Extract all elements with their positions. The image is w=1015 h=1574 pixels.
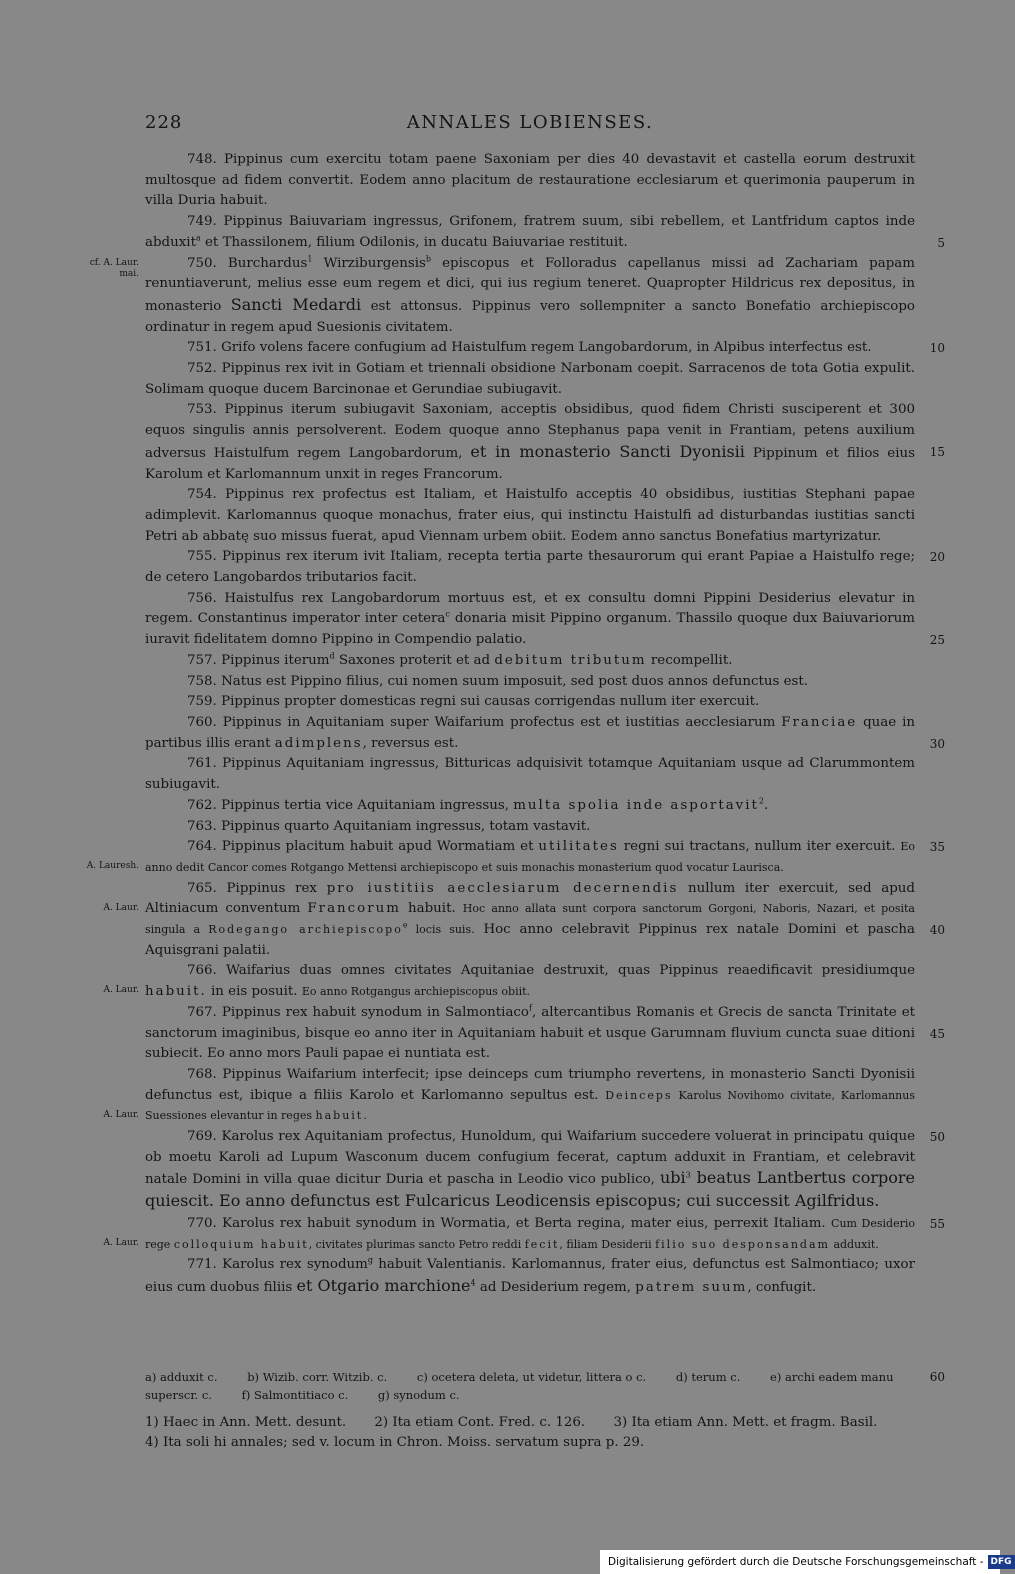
- entry-761: 761. Pippinus Aquitaniam ingressus, Bitturicas adquisivit totamque Aquitaniam usque ad Clarummontem subiugavit.: [145, 756, 915, 793]
- line-number: 20: [929, 550, 945, 565]
- footnote-number: 3) Ita etiam Ann. Mett. et fragm. Basil.: [613, 1415, 878, 1430]
- footnote-letter: c) ocetera deleta, ut videtur, littera o c.: [416, 1370, 647, 1384]
- annals-text: [86, 150, 945, 1299]
- footnote-letter: d) terum c.: [675, 1370, 741, 1384]
- entry-760: 760. Pippinus in Aquitaniam super Waifarium profectus est et iustitias aecclesiarum Franciae quae in partibus illis erant adimplens, reversus est. 30: [145, 713, 915, 754]
- entry-759: 759. Pippinus propter domesticas regni sui causas corrigendas nullum iter exercuit.: [187, 694, 760, 710]
- entry-750: cf. A. Laur. mai. 750. Burchardus$^1$ Wirziburgensis$^b$ episcopus et Folloradus capellanus missi ad Zachariam papam renuntiaverunt, melius esse eum regem et dici, qui ius regium teneret. Quapropter Hildricus rex depositus, in monasterio Sancti Medardi est attonsus. Pippinus vero sollempniter a sancto Bonefatio archiepiscopo ordinatur in regem apud Suesionis civitatem.: [145, 254, 915, 339]
- line-number: 30: [929, 736, 945, 751]
- margin-note: A. Laur.: [103, 1237, 139, 1248]
- line-number: 40: [929, 923, 945, 937]
- line-number: 5: [937, 235, 945, 250]
- line-number: 10: [929, 341, 945, 356]
- footnote-letter: b) Wizib. corr. Witzib. c.: [247, 1370, 388, 1384]
- line-number: 55: [929, 1216, 945, 1231]
- entry-765: A. Laur. 765. Pippinus rex pro iustitiis aecclesiarum decernendis nullum iter exercuit, sed apud Altiniacum conventum Francorum habuit. Hoc anno allata sunt corpora sanctorum Gorgoni, Naboris, Nazari, et posita singula a Rodegango archiepiscopo$^e$ locis suis. Hoc anno celebravit Pippinus rex natale Domini et pascha Aquisgrani palatii. 40: [145, 879, 915, 962]
- source-notes: [145, 1413, 915, 1453]
- entry-753: 753. Pippinus iterum subiugavit Saxoniam, acceptis obsidibus, quod fidem Christi susciperent et 300 equos singulis annis persolverent. Eodem quoque anno Stephanus papa venit in Frantiam, petens auxilium adversus Haistulfum regem Langobardorum, et in monasterio Sancti Dyonisii Pippinum et filios eius Karolum et Karlomannum unxit in reges Francorum. 15: [145, 402, 945, 482]
- line-number: 25: [929, 633, 945, 648]
- entry-754: 754. Pippinus rex profectus est Italiam, et Haistulfo acceptis 40 obsidibus, iustitias Stephani papae adimplevit. Karlomannus quoque monachus, frater eius, qui instinctu Haistulfi ad disturbandas iustitias sancti Petri ab abbatę suo missus fuerat, apud Viennam urbem obiit. Eodem anno sanctus Bonefatius martyrizatur. 20: [145, 485, 915, 547]
- entry-748: 748. Pippinus cum exercitu totam paene Saxoniam per dies 40 devastavit et castella eorum destruxit multosque ad fidem convertit. Eodem anno placitum de restauratione ecclesiarum et querimonia pauperum in villa Duria habuit.: [145, 152, 915, 209]
- critical-apparatus: [145, 1368, 945, 1404]
- page-header: [145, 112, 915, 142]
- footnote-letter: a) adduxit c.: [145, 1370, 218, 1384]
- line-number: 50: [929, 1130, 945, 1145]
- entry-751: 751. Grifo volens facere confugium ad Haistulfum regem Langobardorum, in Alpibus interfectus est. 10: [145, 338, 915, 359]
- entry-766: A. Laur. 766. Waifarius duas omnes civitates Aquitaniae destruxit, quas Pippinus reaedificavit presidiumque habuit. in eis posuit. Eo anno Rotgangus archiepiscopus obiit.: [145, 961, 915, 1002]
- entry-770: 770. Karolus rex habuit synodum in Wormatia, et Berta regina, mater eius, perrexit Italiam. 55 A. Laur. Cum Desiderio rege colloquium habuit, civitates plurimas sancto Petro reddi fecit, filiam Desiderii filio suo desponsandam adduxit.: [145, 1214, 915, 1255]
- entry-767: 767. Pippinus rex habuit synodum in Salmontiaco$^f$, altercantibus Romanis et Grecis de sancta Trinitate et sanctorum imaginibus, bisque eo anno iter in Aquitaniam habuit et usque Garumnam fluvium cuncta suae ditioni subiecit. Eo anno mors Pauli papae ei nuntiata est. 45: [145, 1003, 945, 1062]
- footnote-number: 1) Haec in Ann. Mett. desunt.: [145, 1415, 347, 1430]
- footnote-letter: f) Salmontitiaco c.: [241, 1388, 349, 1402]
- entry-757: 757. Pippinus iterum$^d$ Saxones proterit et ad debitum tributum recompellit.: [187, 651, 733, 668]
- entry-768: A. Laur. 768. Pippinus Waifarium interfecit; ipse deinceps cum triumpho revertens, in monasterio Sancti Dyonisii defunctus est, ibique a filiis Karolo et Karlomanno sepultus est. Deinceps Karolus Novihomo civitate, Karlomannus Suessiones elevantur in reges habuit.: [145, 1065, 915, 1127]
- page-number: 228: [145, 112, 183, 133]
- entry-752: 752. Pippinus rex ivit in Gotiam et triennali obsidione Narbonam coepit. Sarracenos de tota Gotia expulit. Solimam quoque ducem Barcinonae et Gerundiae subiugavit.: [145, 361, 915, 397]
- entry-771: 771. Karolus rex synodum$^g$ habuit Valentianis. Karlomannus, frater eius, defunctus est Salmontiaco; uxor eius cum duobus filiis et Otgario marchione$^4$ ad Desiderium regem, patrem suum, confugit.: [145, 1255, 915, 1295]
- line-number: 15: [929, 444, 945, 459]
- entry-762: 762. Pippinus tertia vice Aquitaniam ingressus, multa spolia inde asportavit$^2$.: [187, 796, 769, 813]
- entry-769: 769. Karolus rex Aquitaniam profectus, Hunoldum, qui Waifarium succedere voluerat in principatu quique ob moetu Karoli ad Lupum Wasconum ducem confugium fecerat, captum adduxit in Frantiam, et celebravit natale Domini in villa quae dicitur Duria et pascha in Leodio vico publico, ubi$^3$ beatus Lantbertus corpore quiescit. Eo anno defunctus est Fulcaricus Leodicensis episcopus; cui successit Agilfridus. 50: [145, 1129, 945, 1211]
- entry-764: 764. Pippinus placitum habuit apud Wormatiam et utilitates regni sui tractans, nullum iter exercuit. 35 A. Lauresh. Eo anno dedit Cancor comes Rotgango Mettensi archiepiscopo et suis monachis monasterium quod vocatur Laurisca.: [145, 837, 915, 878]
- margin-note: A. Laur.: [103, 1109, 139, 1120]
- digitization-footer: [600, 1550, 1012, 1574]
- running-title: ANNALES LOBIENSES.: [406, 112, 654, 133]
- margin-note: cf. A. Laur. mai.: [89, 257, 139, 279]
- margin-note: A. Lauresh.: [86, 861, 139, 872]
- line-number: 60: [929, 1370, 945, 1384]
- entry-756: 756. Haistulfus rex Langobardorum mortuus est, et ex consultu domni Pippini Desiderius elevatur in regem. Constantinus imperator inter cetera$^c$ donaria misit Pippino organum. Thassilo quoque dux Baiuvariorum iuravit fidelitatem domno Pippino in Compendio palatio. 25: [145, 589, 915, 651]
- footer-text: Digitalisierung gefördert durch die Deutsche Forschungsgemeinschaft -: [608, 1556, 984, 1568]
- footnote-letter: g) synodum c.: [377, 1388, 460, 1402]
- margin-note: A. Laur.: [103, 902, 139, 913]
- entry-758: 758. Natus est Pippino filius, cui nomen suum imposuit, sed post duos annos defunctus est.: [187, 673, 809, 689]
- entry-749: 749. Pippinus Baiuvariam ingressus, Grifonem, fratrem suum, sibi rebellem, et Lantfridum captos inde abduxit$^a$ et Thassilonem, filium Odilonis, in ducatu Baiuvariae restituit. 5: [145, 212, 915, 253]
- footnote-number: 4) Ita soli hi annales; sed v. locum in Chron. Moiss. servatum supra p. 29.: [145, 1435, 645, 1450]
- footnote-number: 2) Ita etiam Cont. Fred. c. 126.: [374, 1415, 586, 1430]
- margin-note: A. Laur.: [103, 985, 139, 996]
- line-number: 45: [929, 1026, 945, 1041]
- entry-763: 763. Pippinus quarto Aquitaniam ingressus, totam vastavit.: [187, 818, 591, 834]
- line-number: 35: [929, 840, 945, 855]
- entry-755: 755. Pippinus rex iterum ivit Italiam, recepta tertia parte thesaurorum qui erant Papiae a Haistulfo rege; de cetero Langobardos tributarios facit.: [145, 549, 915, 586]
- dfg-logo-icon: DFG: [988, 1555, 1015, 1569]
- footnote-letter: e) archi eadem manu superscr. c.: [145, 1370, 894, 1402]
